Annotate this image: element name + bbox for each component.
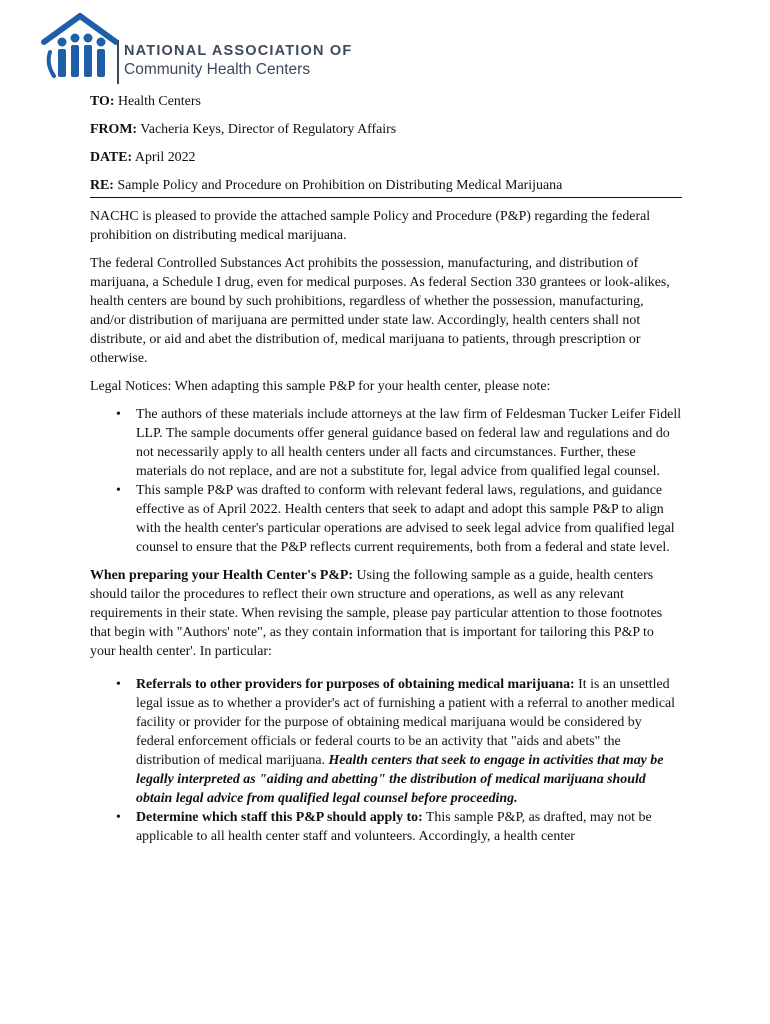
logo-org-line1: NATIONAL ASSOCIATION OF <box>124 43 353 59</box>
preparing-heading: When preparing your Health Center's P&P: <box>90 568 354 583</box>
memo-re <box>90 176 682 198</box>
logo-org-line2: Community Health Centers <box>124 61 311 78</box>
memo-from-label: FROM: <box>90 122 138 137</box>
guidance-item-heading: Referrals to other providers for purposes of obtaining medical marijuana: <box>136 677 575 692</box>
memo-to-value: Health Centers <box>117 94 201 109</box>
list-item <box>116 405 682 481</box>
guidance-item-text: It is an unsettled legal issue as to whether a provider's act of furnishing a patient with a referral to another medical facility or provider for the purpose of obtaining medical marijuana would be considered by federal enforcement officials or federal courts to be an activity that "aids and abets" the distribution of medical marijuana. <box>136 677 676 768</box>
guidance-item-emphasis: Health centers that seek to engage in activities that may be legally interpreted as "aiding and abetting" the distribution of medical marijuana should obtain legal advice from qualified legal counsel before proceeding. <box>136 753 664 806</box>
guidance-item-heading: Determine which staff this P&P should apply to: <box>136 810 423 825</box>
memo-from <box>90 120 682 139</box>
house-people-icon <box>40 12 120 84</box>
legal-item-text: The authors of these materials include attorneys at the law firm of Feldesman Tucker Leifer Fidell LLP. The sample documents offer general guidance based on federal law and regulations and do not necessarily apply to all health centers under all facts and circumstances. Further, these materials do not replace, and are not a substitute for, legal advice from qualified legal counsel. <box>136 407 682 479</box>
list-item <box>116 481 682 557</box>
memo-date-label: DATE: <box>90 150 133 165</box>
intro-paragraph: NACHC is pleased to provide the attached sample Policy and Procedure (P&P) regarding the federal prohibition on distributing medical marijuana. <box>90 209 651 243</box>
guidance-item-text: This sample P&P, as drafted, may not be applicable to all health center staff and volunteers. Accordingly, a health center <box>136 810 652 844</box>
bullet-icon: • <box>116 483 121 498</box>
legal-notices-intro: Legal Notices: When adapting this sample P&P for your health center, please note: <box>90 379 551 394</box>
memo-document <box>90 92 682 855</box>
nachc-logo <box>40 12 353 84</box>
memo-date <box>90 148 682 167</box>
memo-date-value: April 2022 <box>134 150 196 165</box>
legal-item-text: This sample P&P was drafted to conform with relevant federal laws, regulations, and guidance effective as of April 2022. Health centers that seek to adapt and adopt this sample P&P to align with the health center's particular operations are advised to seek legal advice from qualified legal counsel to ensure that the P&P reflects current requirements, both from a federal and state level. <box>136 483 675 555</box>
logo-text <box>124 42 352 80</box>
memo-re-value: Sample Policy and Procedure on Prohibition on Distributing Medical Marijuana <box>117 178 563 193</box>
preparing-paragraph <box>90 566 682 661</box>
list-item <box>116 808 682 846</box>
preparing-text: Using the following sample as a guide, health centers should tailor the procedures to reflect their own structure and operations, as well as any relevant requirements in their state. When revising the sample, please pay particular attention to those footnotes that begin with "Authors' note", as they contain information that is important for tailoring this P&P to your health center'. In particular: <box>90 568 663 659</box>
bullet-icon: • <box>116 677 121 692</box>
memo-re-label: RE: <box>90 178 114 193</box>
memo-to <box>90 92 682 111</box>
memo-to-label: TO: <box>90 94 115 109</box>
bullet-icon: • <box>116 407 121 422</box>
logo-divider <box>117 40 119 84</box>
legal-notices-list <box>90 405 682 557</box>
guidance-list <box>90 675 682 846</box>
bullet-icon: • <box>116 810 121 825</box>
list-item <box>116 675 682 808</box>
memo-from-value: Vacheria Keys, Director of Regulatory Affairs <box>140 122 397 137</box>
csa-paragraph: The federal Controlled Substances Act prohibits the possession, manufacturing, and distribution of marijuana, a Schedule I drug, even for medical purposes. As federal Section 330 grantees or look-alikes, health centers are bound by such prohibitions, regardless of whether the possession, manufacturing, and/or distribution of marijuana are permitted under state law. Accordingly, health centers shall not distribute, or aid and abet the distribution of, medical marijuana to patients, through prescription or otherwise. <box>90 256 670 366</box>
